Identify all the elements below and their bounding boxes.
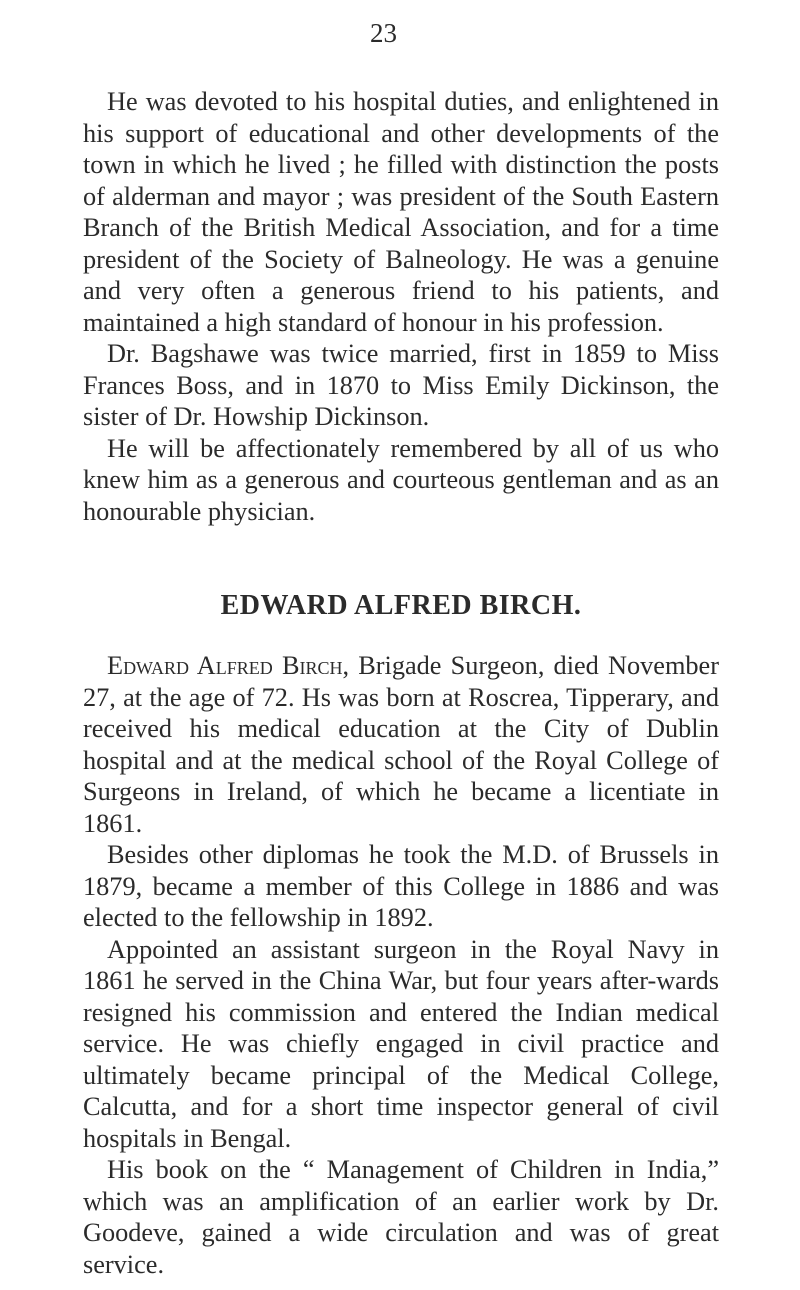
section-heading: EDWARD ALFRED BIRCH. (220, 590, 582, 621)
paragraph: Dr. Bagshawe was twice married, first in 1859 to Miss Frances Boss, and in 1870 to Miss Emily Dickinson, the sister of Dr. Howship Dickinson. (83, 339, 719, 431)
paragraph (83, 650, 719, 839)
page-content (83, 86, 719, 1280)
lead-text: Brigade Surgeon, died November 27, at the age of 72. Hs was born at Roscrea, Tipperary, and received his medical education at the City of Dublin hospital and at the medical school of the Royal College of Surgeons in Ireland, of which he became a licentiate in 1861. (83, 651, 719, 838)
paragraph: He was devoted to his hospital duties, and enlightened in his support of educational and other developments of the town in which he lived ; he filled with distinction the posts of alderman and mayor ; was president of the South Eastern Branch of the British Medical Association, and for a time president of the Society of Balneology. He was a genuine and very often a generous friend to his patients, and maintained a high standard of honour in his profession. (83, 87, 719, 337)
paragraph: Appointed an assistant surgeon in the Royal Navy in 1861 he served in the China War, but four years after-wards resigned his commission and entered the Indian medical service. He was chiefly engaged in civil practice and ultimately became principal of the Medical College, Calcutta, and for a short time inspector general of civil hospitals in Bengal. (83, 934, 719, 1153)
page-number: 23 (370, 18, 397, 48)
paragraph: He will be affectionately remembered by all of us who knew him as a generous and courteous gentleman and as an honourable physician. (83, 433, 719, 526)
paragraph: Besides other diplomas he took the M.D. of Brussels in 1879, became a member of this College in 1886 and was elected to the fellowship in 1892. (83, 840, 719, 932)
paragraph: His book on the “ Management of Children in India,” which was an amplification of an earlier work by Dr. Goodeve, gained a wide circulation and was of great service. (83, 1155, 719, 1279)
lead-name: Edward Alfred Birch, (107, 651, 350, 680)
